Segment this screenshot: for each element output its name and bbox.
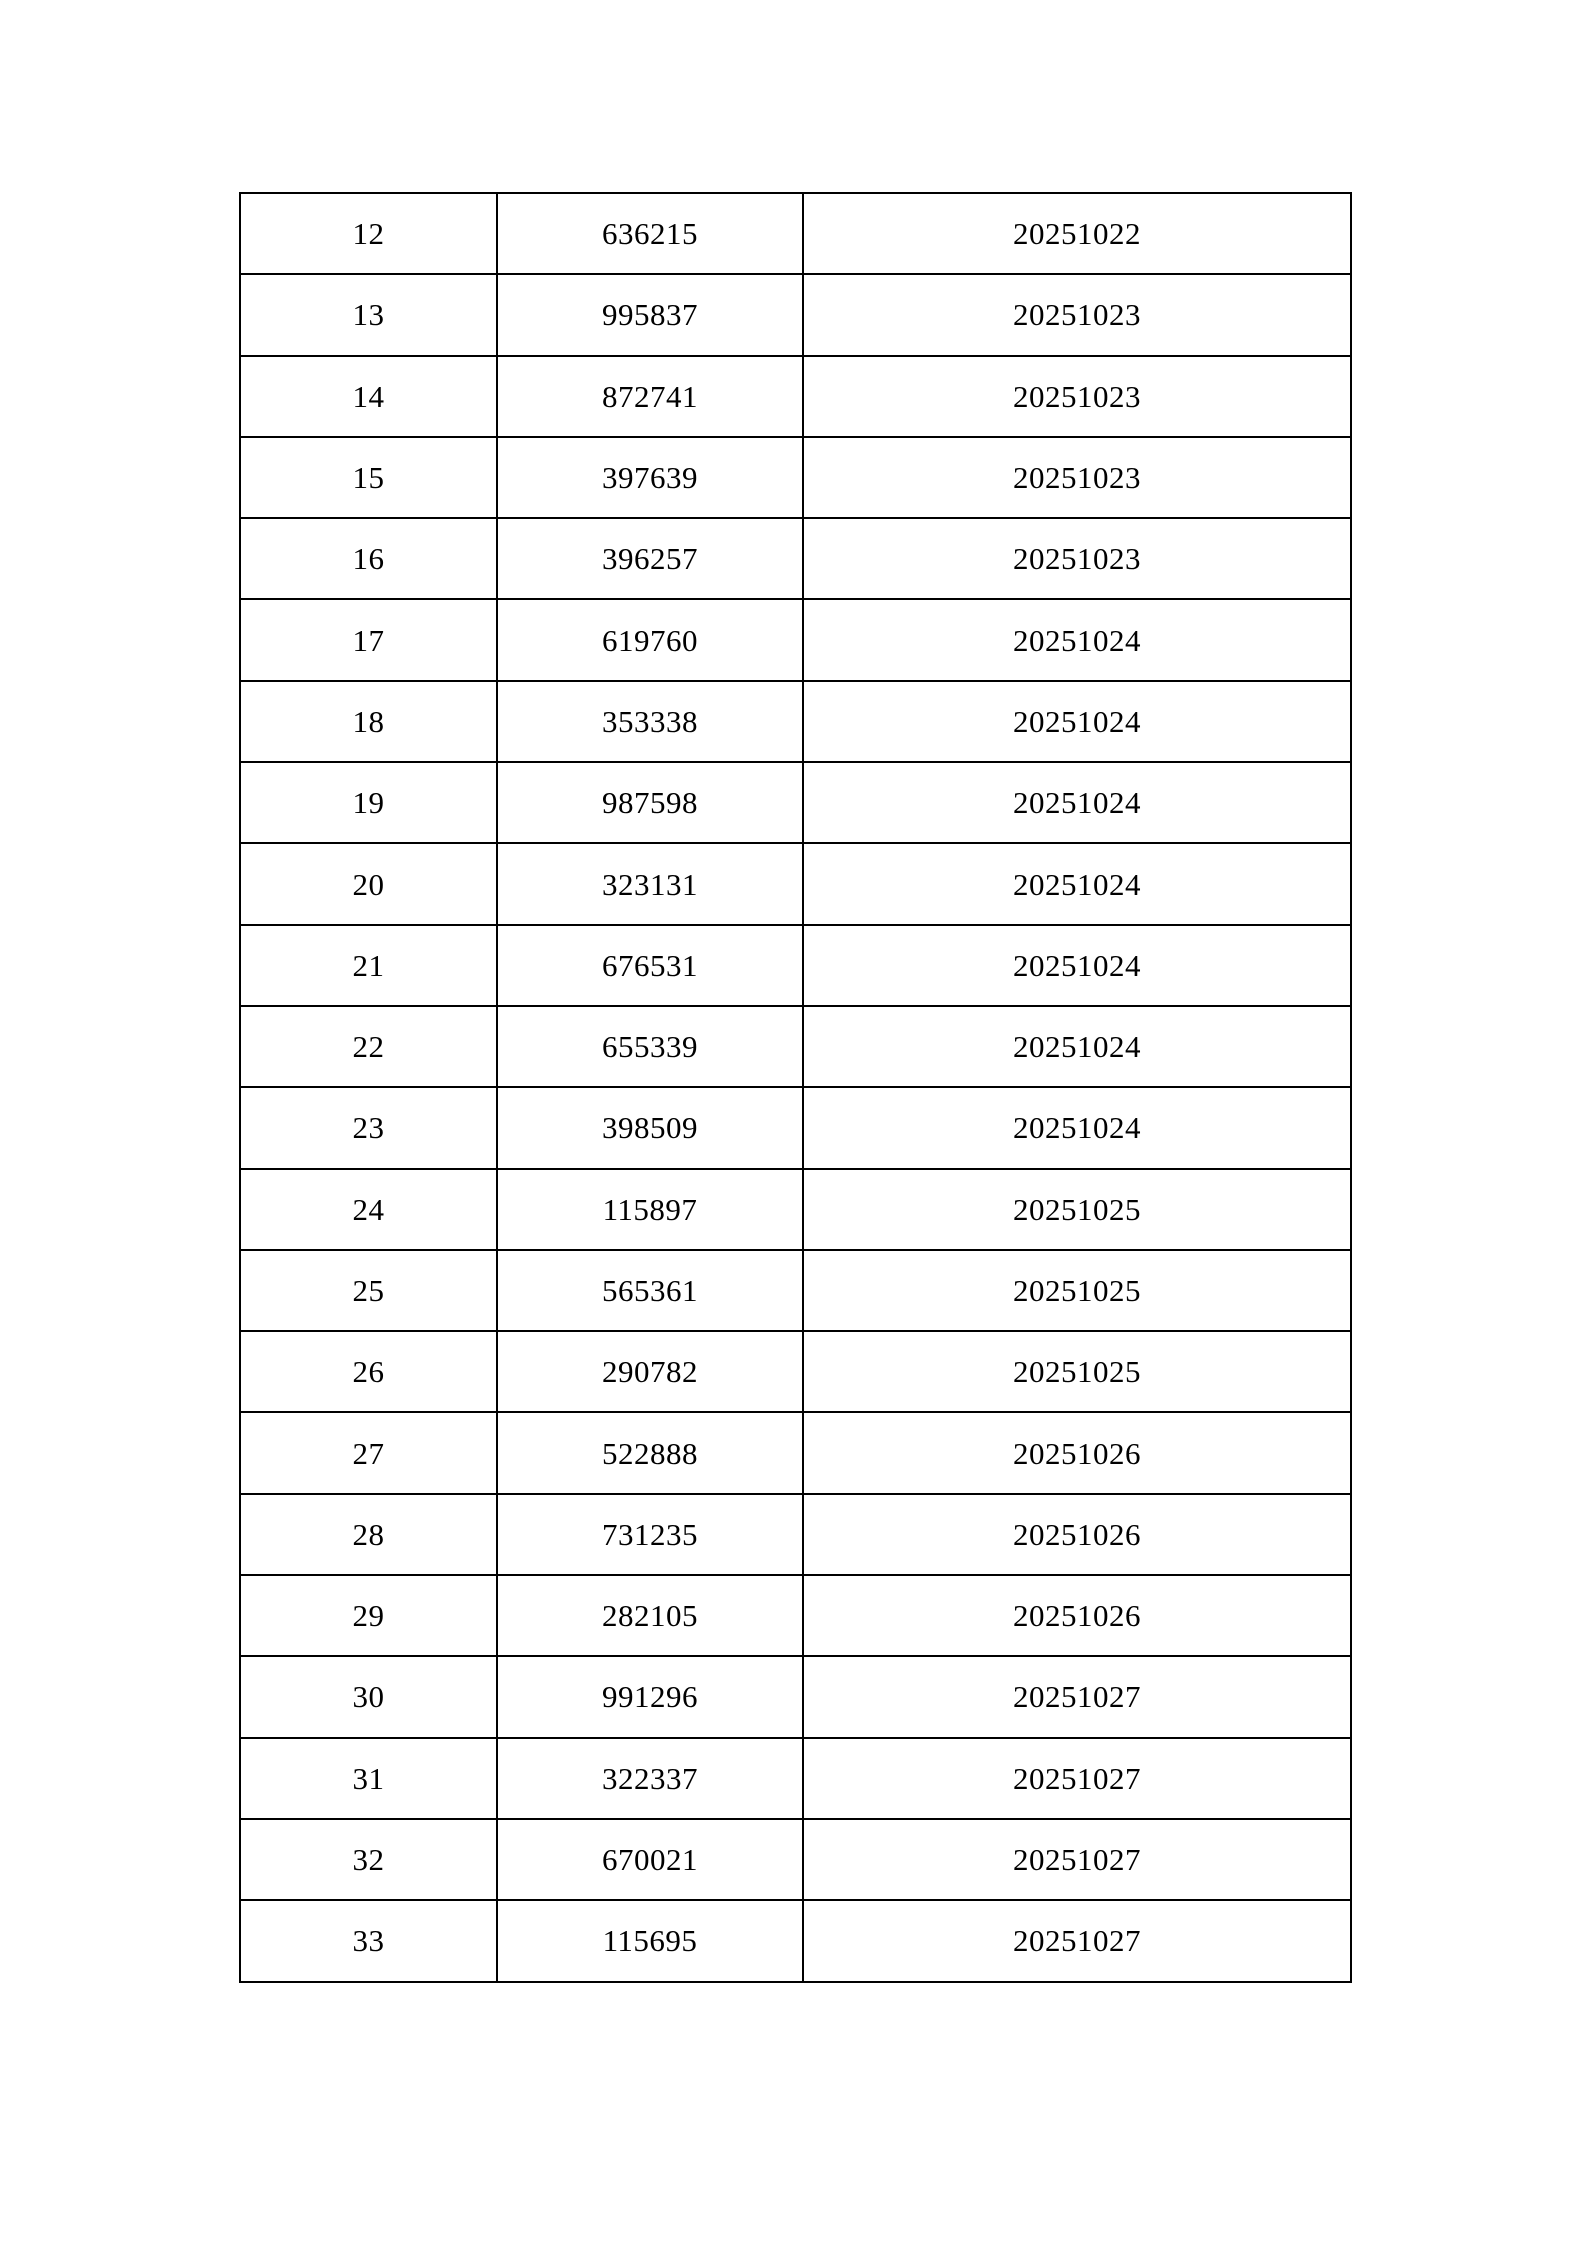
- cell-value: 353338: [497, 681, 803, 762]
- cell-index: 28: [240, 1494, 497, 1575]
- table-row: [240, 1006, 1351, 1087]
- cell-value: 115695: [497, 1900, 803, 1981]
- data-table: [239, 192, 1352, 1983]
- table-row: [240, 1575, 1351, 1656]
- cell-date: 20251023: [803, 437, 1351, 518]
- table-row: [240, 1250, 1351, 1331]
- cell-value: 670021: [497, 1819, 803, 1900]
- cell-index: 12: [240, 193, 497, 274]
- table-row: [240, 193, 1351, 274]
- cell-value: 396257: [497, 518, 803, 599]
- cell-value: 619760: [497, 599, 803, 680]
- cell-date: 20251024: [803, 681, 1351, 762]
- cell-value: 872741: [497, 356, 803, 437]
- table-row: [240, 681, 1351, 762]
- cell-value: 676531: [497, 925, 803, 1006]
- table-row: [240, 599, 1351, 680]
- cell-value: 115897: [497, 1169, 803, 1250]
- cell-date: 20251023: [803, 274, 1351, 355]
- table-row: [240, 1494, 1351, 1575]
- cell-date: 20251024: [803, 843, 1351, 924]
- cell-date: 20251027: [803, 1738, 1351, 1819]
- cell-index: 31: [240, 1738, 497, 1819]
- cell-date: 20251027: [803, 1819, 1351, 1900]
- cell-value: 987598: [497, 762, 803, 843]
- cell-index: 25: [240, 1250, 497, 1331]
- table-row: [240, 925, 1351, 1006]
- cell-date: 20251022: [803, 193, 1351, 274]
- cell-index: 27: [240, 1412, 497, 1493]
- cell-index: 33: [240, 1900, 497, 1981]
- cell-index: 30: [240, 1656, 497, 1737]
- table-row: [240, 356, 1351, 437]
- cell-value: 565361: [497, 1250, 803, 1331]
- table-row: [240, 1819, 1351, 1900]
- cell-date: 20251025: [803, 1331, 1351, 1412]
- table-row: [240, 437, 1351, 518]
- cell-index: 29: [240, 1575, 497, 1656]
- cell-date: 20251025: [803, 1169, 1351, 1250]
- table-row: [240, 1169, 1351, 1250]
- cell-index: 16: [240, 518, 497, 599]
- cell-value: 991296: [497, 1656, 803, 1737]
- table-body: [240, 193, 1351, 1982]
- table-row: [240, 1738, 1351, 1819]
- cell-value: 636215: [497, 193, 803, 274]
- cell-value: 282105: [497, 1575, 803, 1656]
- cell-index: 26: [240, 1331, 497, 1412]
- cell-value: 397639: [497, 437, 803, 518]
- cell-index: 24: [240, 1169, 497, 1250]
- cell-index: 17: [240, 599, 497, 680]
- table-row: [240, 518, 1351, 599]
- table-row: [240, 274, 1351, 355]
- cell-index: 23: [240, 1087, 497, 1168]
- cell-index: 14: [240, 356, 497, 437]
- cell-value: 290782: [497, 1331, 803, 1412]
- cell-index: 22: [240, 1006, 497, 1087]
- table-row: [240, 1331, 1351, 1412]
- cell-index: 32: [240, 1819, 497, 1900]
- cell-date: 20251026: [803, 1494, 1351, 1575]
- cell-date: 20251024: [803, 762, 1351, 843]
- cell-date: 20251024: [803, 599, 1351, 680]
- cell-index: 18: [240, 681, 497, 762]
- cell-index: 13: [240, 274, 497, 355]
- cell-date: 20251026: [803, 1412, 1351, 1493]
- cell-index: 20: [240, 843, 497, 924]
- cell-value: 655339: [497, 1006, 803, 1087]
- table-row: [240, 1412, 1351, 1493]
- cell-date: 20251023: [803, 356, 1351, 437]
- cell-value: 995837: [497, 274, 803, 355]
- table-row: [240, 1900, 1351, 1981]
- cell-value: 322337: [497, 1738, 803, 1819]
- cell-index: 15: [240, 437, 497, 518]
- cell-index: 19: [240, 762, 497, 843]
- cell-date: 20251027: [803, 1900, 1351, 1981]
- cell-value: 398509: [497, 1087, 803, 1168]
- cell-date: 20251024: [803, 925, 1351, 1006]
- cell-date: 20251027: [803, 1656, 1351, 1737]
- cell-value: 731235: [497, 1494, 803, 1575]
- cell-value: 522888: [497, 1412, 803, 1493]
- table-row: [240, 762, 1351, 843]
- cell-date: 20251026: [803, 1575, 1351, 1656]
- table-row: [240, 1656, 1351, 1737]
- cell-date: 20251024: [803, 1087, 1351, 1168]
- cell-value: 323131: [497, 843, 803, 924]
- cell-date: 20251025: [803, 1250, 1351, 1331]
- table-row: [240, 843, 1351, 924]
- cell-date: 20251023: [803, 518, 1351, 599]
- cell-date: 20251024: [803, 1006, 1351, 1087]
- table-row: [240, 1087, 1351, 1168]
- cell-index: 21: [240, 925, 497, 1006]
